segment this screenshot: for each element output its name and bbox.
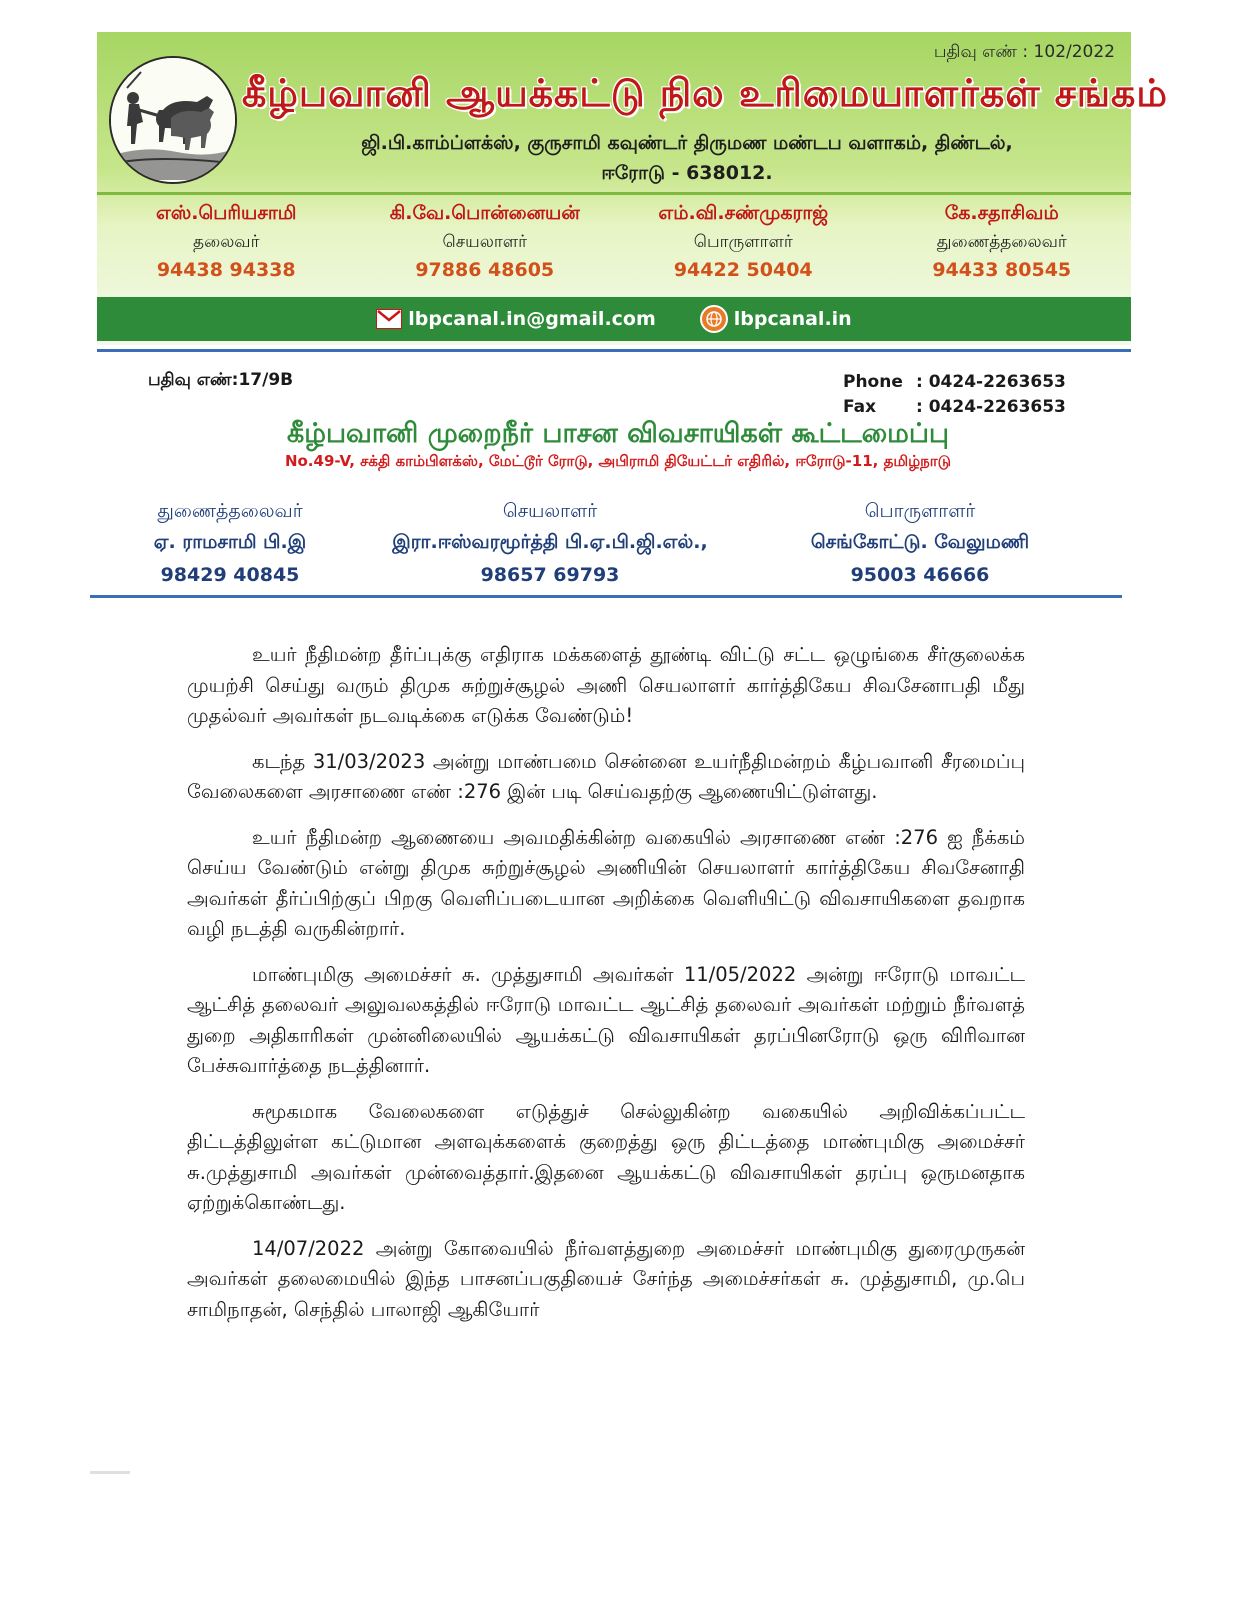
federation-registration-number: பதிவு எண்:17/9B	[148, 370, 294, 390]
contact-bar	[97, 297, 1131, 341]
association-address-line1: ஜி.பி.காம்ப்ளக்ஸ், குருசாமி கவுண்டர் திருமண மண்டப வளாகம், திண்டல்,	[361, 132, 1013, 154]
officer-name: கே.சதாசிவம்	[944, 202, 1059, 224]
federation-officer-phone: 98429 40845	[160, 564, 300, 586]
body-paragraph: மாண்புமிகு அமைச்சர் சு. முத்துசாமி அவர்கள் 11/05/2022 அன்று ஈரோடு மாவட்ட ஆட்சித் தலைவர் அலுவலகத்தில் ஈரோடு மாவட்ட ஆட்சித் தலைவர் அவர்கள் மற்றும் நீர்வளத் துறை அதிகாரிகள் முன்னிலையில் ஆயக்கட்டு விவசாயிகள் தரப்பினரோடு ஒரு விரிவான பேச்சுவார்த்தை நடத்தினார்.	[187, 962, 1025, 1077]
header-rule	[97, 349, 1131, 352]
association-title: கீழ்பவானி ஆயக்கட்டு நில உரிமையாளர்கள் சங்கம்	[242, 70, 1168, 115]
fax-label: Fax	[843, 397, 877, 417]
federation-title: கீழ்பவானி முறைநீர் பாசன விவசாயிகள் கூட்டமைப்பு	[286, 418, 950, 449]
body-paragraph: கடந்த 31/03/2023 அன்று மாண்பமை சென்னை உயர்நீதிமன்றம் கீழ்பவானி சீரமைப்பு வேலைகளை அரசாணை எண் :276 இன் படி செய்வதற்கு ஆணையிட்டுள்ளது.	[187, 749, 1025, 803]
ploughing-farmer-logo-icon	[109, 56, 237, 184]
website-address[interactable]: lbpcanal.in	[733, 308, 852, 330]
banner-registration-number: பதிவு எண் : 102/2022	[933, 42, 1115, 62]
federation-officer-card	[770, 500, 1070, 586]
officer-phone: 94438 94338	[156, 259, 296, 281]
email-address[interactable]: lbpcanal.in@gmail.com	[408, 308, 656, 330]
federation-address: No.49-V, சக்தி காம்பிளக்ஸ், மேட்டூர் ரோடு, அபிராமி தியேட்டர் எதிரில், ஈரோடு-11, தமிழ்நாடு	[284, 452, 952, 470]
federation-officer-name: ஏ. ராமசாமி பி.இ	[153, 531, 307, 553]
officer-phone: 94422 50404	[673, 259, 813, 281]
body-paragraph: 14/07/2022 அன்று கோவையில் நீர்வளத்துறை அமைச்சர் மாண்புமிகு துரைமுருகன் அவர்கள் தலைமையில் இந்த பாசனப்பகுதியைச் சேர்ந்த அமைச்சர்கள் சு. முத்துசாமி, மு.பெ சாமிநாதன், செந்தில் பாலாஜி ஆகியோர்	[187, 1236, 1025, 1321]
officer-name: கி.வே.பொன்னையன்	[389, 202, 580, 224]
globe-icon	[700, 305, 728, 333]
officer-role: துணைத்தலைவர்	[936, 232, 1067, 252]
officer-role: தலைவர்	[193, 232, 260, 252]
federation-officer-card	[365, 500, 735, 586]
officer-card	[873, 202, 1132, 281]
federation-officers	[0, 500, 1236, 590]
federation-officer-name: செங்கோட்டு. வேலுமணி	[810, 531, 1030, 553]
scan-mark	[90, 1471, 130, 1474]
officer-role: பொருளாளர்	[693, 232, 793, 252]
banner-divider	[97, 192, 1131, 195]
letterhead-banner	[97, 32, 1168, 345]
federation-officer-role: பொருளாளர்	[864, 500, 976, 522]
officer-card	[356, 202, 615, 281]
officer-role: செயலாளர்	[442, 232, 527, 252]
phone-label: Phone	[843, 372, 903, 392]
federation-officer-phone: 95003 46666	[850, 564, 990, 586]
body-paragraph: சுமூகமாக வேலைகளை எடுத்துச் செல்லுகின்ற வகையில் அறிவிக்கப்பட்ட திட்டத்திலுள்ள கட்டுமான அளவுக்களைக் குறைத்து ஒரு திட்டத்தை மாண்புமிகு அமைச்சர் சு.முத்துசாமி அவர்கள் முன்வைத்தார்.இதனை ஆயக்கட்டு விவசாயிகள் தரப்பு ஒருமனதாக ஏற்றுக்கொண்டது.	[187, 1099, 1025, 1214]
association-officers	[97, 202, 1131, 281]
association-address-line2: ஈரோடு - 638012.	[601, 162, 773, 184]
federation-officer-card	[110, 500, 350, 586]
officer-phone: 94433 80545	[932, 259, 1072, 281]
federation-officer-phone: 98657 69793	[480, 564, 620, 586]
federation-rule	[90, 595, 1122, 598]
body-paragraph: உயர் நீதிமன்ற தீர்ப்புக்கு எதிராக மக்களைத் தூண்டி விட்டு சட்ட ஒழுங்கை சீர்குலைக்க முயற்சி செய்து வரும் திமுக சுற்றுச்சூழல் அணி செயலாளர் கார்த்திகேய சிவசேனாபதி மீது முதல்வர் அவர்கள் நடவடிக்கை எடுக்க வேண்டும்!	[187, 643, 1025, 727]
letter-body	[187, 640, 1025, 1340]
phone-number: : 0424-2263653	[916, 372, 1066, 392]
officer-card	[97, 202, 356, 281]
officer-phone: 97886 48605	[415, 259, 555, 281]
federation-officer-role: செயலாளர்	[502, 500, 598, 522]
website-contact[interactable]	[700, 305, 852, 333]
federation-officer-role: துணைத்தலைவர்	[157, 500, 303, 522]
email-contact[interactable]	[376, 308, 656, 330]
federation-officer-name: இரா.ஈஸ்வரமூர்த்தி பி.ஏ.பி.ஜி.எல்.,	[392, 531, 708, 553]
officer-card	[614, 202, 873, 281]
officer-name: எஸ்.பெரியசாமி	[156, 202, 297, 224]
mail-icon	[376, 309, 402, 329]
federation-contact-numbers	[843, 370, 1066, 420]
body-paragraph: உயர் நீதிமன்ற ஆணையை அவமதிக்கின்ற வகையில் அரசாணை எண் :276 ஐ நீக்கம் செய்ய வேண்டும் என்று திமுக சுற்றுச்சூழல் அணியின் செயலாளர் கார்த்திகேய சிவசேனாதி அவர்கள் தீர்ப்பிற்குப் பிறகு வெளிப்படையான அறிக்கை வெளியிட்டு விவசாயிகளை தவறாக வழி நடத்தி வருகின்றார்.	[187, 825, 1025, 940]
officer-name: எம்.வி.சண்முகராஜ்	[658, 202, 829, 224]
fax-number: : 0424-2263653	[916, 397, 1066, 417]
